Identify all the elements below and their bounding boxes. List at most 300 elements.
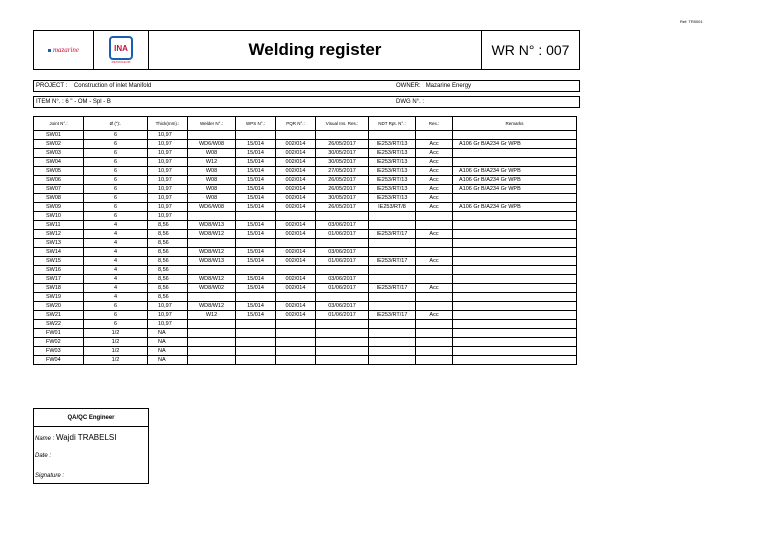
table-cell: IE253/RT/13 xyxy=(369,167,416,176)
table-cell xyxy=(369,266,416,275)
table-cell: 15/014 xyxy=(236,221,276,230)
table-cell: 10,97 xyxy=(148,176,188,185)
table-cell: W08 xyxy=(188,167,236,176)
table-cell xyxy=(453,293,577,302)
table-cell: Acc xyxy=(416,203,453,212)
table-cell xyxy=(316,338,369,347)
table-cell xyxy=(453,266,577,275)
table-cell xyxy=(316,266,369,275)
table-cell: WD6/W08 xyxy=(188,140,236,149)
table-cell: 15/014 xyxy=(236,275,276,284)
table-cell: WD8/W12 xyxy=(188,302,236,311)
table-cell xyxy=(453,131,577,140)
table-row xyxy=(34,194,577,203)
table-cell: Acc xyxy=(416,311,453,320)
table-row xyxy=(34,284,577,293)
table-cell: A106 Gr B/A234 Gr WPB xyxy=(453,185,577,194)
table-cell: 10,97 xyxy=(148,167,188,176)
table-cell: NA xyxy=(148,338,188,347)
table-cell: IE253/RT/13 xyxy=(369,140,416,149)
table-cell: 15/014 xyxy=(236,176,276,185)
table-cell xyxy=(188,356,236,365)
table-row xyxy=(34,275,577,284)
table-cell: 26/05/2017 xyxy=(316,140,369,149)
table-cell xyxy=(188,338,236,347)
table-cell: 26/05/2017 xyxy=(316,176,369,185)
table-row xyxy=(34,302,577,311)
table-cell xyxy=(453,347,577,356)
qa-signoff-box xyxy=(33,408,149,484)
column-header: NDT Rpt. N°.: xyxy=(369,117,416,131)
table-cell: 002/014 xyxy=(276,158,316,167)
table-cell: 002/014 xyxy=(276,311,316,320)
table-cell: 15/014 xyxy=(236,140,276,149)
table-cell: 8,56 xyxy=(148,266,188,275)
table-cell xyxy=(369,131,416,140)
table-cell: 6 xyxy=(84,131,148,140)
table-cell: SW19 xyxy=(34,293,84,302)
table-cell: Acc xyxy=(416,158,453,167)
project-field xyxy=(36,83,151,89)
table-cell xyxy=(416,338,453,347)
mazarine-logo-text: mazarine xyxy=(52,46,80,54)
column-header: Thick(mm).: xyxy=(148,117,188,131)
table-cell: 03/06/2017 xyxy=(316,275,369,284)
table-cell: 15/014 xyxy=(236,284,276,293)
table-row xyxy=(34,356,577,365)
table-body xyxy=(34,131,577,365)
table-cell: 01/06/2017 xyxy=(316,311,369,320)
table-cell: 10,97 xyxy=(148,203,188,212)
table-cell: 10,97 xyxy=(148,131,188,140)
table-cell: 30/05/2017 xyxy=(316,194,369,203)
table-cell: Acc xyxy=(416,185,453,194)
table-cell: 15/014 xyxy=(236,257,276,266)
table-cell xyxy=(276,356,316,365)
table-cell xyxy=(453,275,577,284)
table-cell xyxy=(416,266,453,275)
table-cell xyxy=(453,158,577,167)
table-cell: 002/014 xyxy=(276,203,316,212)
table-cell xyxy=(276,347,316,356)
table-cell: 4 xyxy=(84,239,148,248)
table-cell xyxy=(276,338,316,347)
table-cell: 10,97 xyxy=(148,194,188,203)
reference-code: Ref: TR0001 xyxy=(680,19,703,24)
table-cell: IE253/RT/8 xyxy=(369,203,416,212)
column-header: Res.: xyxy=(416,117,453,131)
table-cell: 15/014 xyxy=(236,185,276,194)
owner-field xyxy=(396,83,471,89)
table-cell: 002/014 xyxy=(276,167,316,176)
table-cell: 10,97 xyxy=(148,320,188,329)
table-cell: A106 Gr B/A234 Gr WPB xyxy=(453,167,577,176)
table-cell: NA xyxy=(148,347,188,356)
table-cell xyxy=(416,302,453,311)
table-cell: Acc xyxy=(416,167,453,176)
table-cell xyxy=(453,212,577,221)
table-cell: 1/2 xyxy=(84,356,148,365)
column-header: WPS N°.: xyxy=(236,117,276,131)
table-cell xyxy=(236,356,276,365)
table-cell xyxy=(188,212,236,221)
table-row xyxy=(34,248,577,257)
table-cell: 6 xyxy=(84,185,148,194)
table-cell: W12 xyxy=(188,311,236,320)
table-cell: 10,97 xyxy=(148,302,188,311)
table-row xyxy=(34,203,577,212)
table-row xyxy=(34,140,577,149)
table-cell: 6 xyxy=(84,320,148,329)
table-cell: 002/014 xyxy=(276,302,316,311)
table-cell: SW22 xyxy=(34,320,84,329)
table-cell: 6 xyxy=(84,140,148,149)
table-row xyxy=(34,266,577,275)
table-cell: WD6/W08 xyxy=(188,203,236,212)
table-cell: 4 xyxy=(84,248,148,257)
table-cell: NA xyxy=(148,329,188,338)
table-cell: SW18 xyxy=(34,284,84,293)
table-cell: SW15 xyxy=(34,257,84,266)
table-cell: IE253/RT/17 xyxy=(369,257,416,266)
table-cell xyxy=(316,212,369,221)
ina-logo-text: INA xyxy=(109,36,133,60)
table-cell xyxy=(188,329,236,338)
table-cell: SW02 xyxy=(34,140,84,149)
table-cell xyxy=(236,239,276,248)
table-cell: IE253/RT/13 xyxy=(369,149,416,158)
table-cell: W08 xyxy=(188,194,236,203)
table-cell: 002/014 xyxy=(276,194,316,203)
table-cell: 002/014 xyxy=(276,275,316,284)
table-cell: Acc xyxy=(416,140,453,149)
table-cell xyxy=(236,131,276,140)
register-number: WR N° : 007 xyxy=(491,42,570,58)
table-cell: 6 xyxy=(84,176,148,185)
table-cell: 002/014 xyxy=(276,149,316,158)
table-cell xyxy=(453,329,577,338)
table-cell: SW17 xyxy=(34,275,84,284)
table-cell: 01/06/2017 xyxy=(316,257,369,266)
table-cell: 10,97 xyxy=(148,212,188,221)
table-cell: SW04 xyxy=(34,158,84,167)
ina-logo-sub: PETROLEUM xyxy=(111,60,131,64)
table-cell: 8,56 xyxy=(148,230,188,239)
table-cell xyxy=(416,320,453,329)
table-cell: 15/014 xyxy=(236,158,276,167)
table-cell xyxy=(453,221,577,230)
qa-name-row xyxy=(35,433,116,442)
table-cell xyxy=(276,131,316,140)
table-cell: 30/05/2017 xyxy=(316,158,369,167)
table-cell xyxy=(236,212,276,221)
table-cell: SW09 xyxy=(34,203,84,212)
qa-name-label: Name : xyxy=(35,436,55,442)
project-label: PROJECT : xyxy=(36,83,68,89)
project-info-row xyxy=(33,80,580,92)
table-cell xyxy=(369,293,416,302)
column-header: Remarks xyxy=(453,117,577,131)
table-row xyxy=(34,257,577,266)
table-cell: 002/014 xyxy=(276,248,316,257)
table-cell: SW13 xyxy=(34,239,84,248)
column-header: Welder N°.: xyxy=(188,117,236,131)
table-cell: 8,56 xyxy=(148,221,188,230)
table-cell xyxy=(453,257,577,266)
table-cell: SW06 xyxy=(34,176,84,185)
table-cell: SW20 xyxy=(34,302,84,311)
table-row xyxy=(34,158,577,167)
table-cell: Acc xyxy=(416,176,453,185)
table-cell: FW03 xyxy=(34,347,84,356)
table-cell: W08 xyxy=(188,149,236,158)
table-cell: WD8/W12 xyxy=(188,248,236,257)
document-header xyxy=(33,30,580,70)
table-cell xyxy=(416,329,453,338)
table-cell: IE253/RT/13 xyxy=(369,158,416,167)
table-cell xyxy=(416,356,453,365)
table-row xyxy=(34,338,577,347)
table-cell: 03/06/2017 xyxy=(316,248,369,257)
table-cell: Acc xyxy=(416,149,453,158)
table-cell: FW01 xyxy=(34,329,84,338)
table-cell: 10,97 xyxy=(148,158,188,167)
table-cell xyxy=(188,293,236,302)
table-cell: 8,56 xyxy=(148,239,188,248)
table-cell: 15/014 xyxy=(236,194,276,203)
table-cell: 15/014 xyxy=(236,167,276,176)
table-cell xyxy=(236,266,276,275)
table-cell: 6 xyxy=(84,194,148,203)
table-row xyxy=(34,149,577,158)
table-cell: 01/06/2017 xyxy=(316,284,369,293)
table-cell: 002/014 xyxy=(276,185,316,194)
table-cell: 6 xyxy=(84,158,148,167)
table-cell xyxy=(188,266,236,275)
table-cell: 6 xyxy=(84,167,148,176)
table-cell: 4 xyxy=(84,284,148,293)
table-cell: 1/2 xyxy=(84,347,148,356)
table-cell xyxy=(316,356,369,365)
table-cell: 002/014 xyxy=(276,230,316,239)
table-cell: 002/014 xyxy=(276,257,316,266)
table-cell xyxy=(416,275,453,284)
table-cell xyxy=(416,221,453,230)
table-row xyxy=(34,131,577,140)
table-cell: 6 xyxy=(84,203,148,212)
table-cell: 4 xyxy=(84,293,148,302)
table-cell: 10,97 xyxy=(148,140,188,149)
table-cell: IE253/RT/17 xyxy=(369,230,416,239)
table-cell: WD8/W12 xyxy=(188,275,236,284)
table-cell: 15/014 xyxy=(236,203,276,212)
table-cell xyxy=(276,320,316,329)
table-cell: Acc xyxy=(416,284,453,293)
table-cell xyxy=(316,131,369,140)
table-row xyxy=(34,167,577,176)
table-cell: 15/014 xyxy=(236,248,276,257)
table-cell xyxy=(369,320,416,329)
table-cell: 002/014 xyxy=(276,176,316,185)
table-cell: WD8/W13 xyxy=(188,221,236,230)
table-cell: 1/2 xyxy=(84,338,148,347)
table-cell xyxy=(453,311,577,320)
table-cell: W08 xyxy=(188,176,236,185)
table-cell: 1/2 xyxy=(84,329,148,338)
table-cell: SW07 xyxy=(34,185,84,194)
table-cell: SW10 xyxy=(34,212,84,221)
table-cell: IE253/RT/17 xyxy=(369,311,416,320)
table-row xyxy=(34,185,577,194)
table-cell: SW21 xyxy=(34,311,84,320)
table-cell: 4 xyxy=(84,230,148,239)
table-cell: A106 Gr B/A234 Gr WPB xyxy=(453,203,577,212)
table-cell: 8,56 xyxy=(148,248,188,257)
table-cell: 8,56 xyxy=(148,284,188,293)
table-cell xyxy=(416,293,453,302)
table-row xyxy=(34,293,577,302)
table-cell xyxy=(236,293,276,302)
table-cell xyxy=(369,212,416,221)
table-row xyxy=(34,176,577,185)
table-cell xyxy=(316,329,369,338)
table-cell: 6 xyxy=(84,212,148,221)
table-cell xyxy=(453,194,577,203)
table-cell: 002/014 xyxy=(276,221,316,230)
dwg-label: DWG N°. : xyxy=(396,99,425,105)
table-cell xyxy=(276,293,316,302)
table-cell: 03/06/2017 xyxy=(316,221,369,230)
table-cell: SW14 xyxy=(34,248,84,257)
table-cell: 6 xyxy=(84,149,148,158)
table-cell xyxy=(453,149,577,158)
table-cell xyxy=(236,329,276,338)
table-cell xyxy=(416,248,453,257)
table-cell xyxy=(416,131,453,140)
table-cell: 10,97 xyxy=(148,311,188,320)
table-cell: 4 xyxy=(84,266,148,275)
table-cell: 01/06/2017 xyxy=(316,230,369,239)
table-row xyxy=(34,221,577,230)
table-cell xyxy=(316,320,369,329)
owner-value: Mazarine Energy xyxy=(425,83,472,89)
table-cell: SW03 xyxy=(34,149,84,158)
table-cell: SW12 xyxy=(34,230,84,239)
table-cell xyxy=(453,230,577,239)
table-cell xyxy=(416,212,453,221)
table-cell: 15/014 xyxy=(236,230,276,239)
document-title: Welding register xyxy=(149,31,482,69)
table-cell xyxy=(188,131,236,140)
column-header: PQR N°.: xyxy=(276,117,316,131)
table-cell xyxy=(369,248,416,257)
table-cell xyxy=(369,221,416,230)
table-cell: W08 xyxy=(188,185,236,194)
table-cell xyxy=(453,302,577,311)
table-cell xyxy=(369,329,416,338)
mazarine-logo xyxy=(34,31,94,69)
table-cell: SW05 xyxy=(34,167,84,176)
table-cell: 4 xyxy=(84,257,148,266)
table-cell xyxy=(276,212,316,221)
table-cell: SW16 xyxy=(34,266,84,275)
table-cell xyxy=(236,338,276,347)
table-cell xyxy=(188,347,236,356)
table-cell: FW04 xyxy=(34,356,84,365)
table-cell xyxy=(453,284,577,293)
table-cell xyxy=(453,248,577,257)
table-cell: 4 xyxy=(84,275,148,284)
table-cell xyxy=(316,293,369,302)
table-row xyxy=(34,329,577,338)
table-cell: SW11 xyxy=(34,221,84,230)
table-cell xyxy=(453,239,577,248)
table-cell: 8,56 xyxy=(148,275,188,284)
item-label: ITEM N°. : 6 " - OM - Spl - B xyxy=(36,99,111,105)
table-header-row xyxy=(34,117,577,131)
table-cell xyxy=(188,239,236,248)
owner-label: OWNER: xyxy=(396,83,421,89)
table-cell xyxy=(369,302,416,311)
table-cell: 03/06/2017 xyxy=(316,302,369,311)
table-cell xyxy=(236,320,276,329)
table-cell: 8,56 xyxy=(148,257,188,266)
table-cell: 15/014 xyxy=(236,149,276,158)
table-cell: IE253/RT/13 xyxy=(369,185,416,194)
project-value: Construction of inlet Manifold xyxy=(73,83,152,89)
logo-mark-icon xyxy=(48,49,51,52)
table-cell: 4 xyxy=(84,221,148,230)
qa-name-value: Wajdi TRABELSI xyxy=(56,433,117,442)
table-cell: 30/05/2017 xyxy=(316,149,369,158)
table-cell xyxy=(453,338,577,347)
table-cell xyxy=(236,347,276,356)
table-cell: NA xyxy=(148,356,188,365)
table-cell xyxy=(369,275,416,284)
table-cell: 002/014 xyxy=(276,284,316,293)
table-cell: A106 Gr B/A234 Gr WPB xyxy=(453,176,577,185)
table-cell: 15/014 xyxy=(236,302,276,311)
table-cell: Acc xyxy=(416,194,453,203)
table-cell: W12 xyxy=(188,158,236,167)
table-cell xyxy=(453,320,577,329)
table-cell xyxy=(276,266,316,275)
table-cell xyxy=(316,347,369,356)
table-cell xyxy=(416,347,453,356)
table-cell: 15/014 xyxy=(236,311,276,320)
table-cell: 8,56 xyxy=(148,293,188,302)
table-cell: A106 Gr B/A234 Gr WPB xyxy=(453,140,577,149)
table-cell xyxy=(276,239,316,248)
table-row xyxy=(34,212,577,221)
qa-title: QA/QC Engineer xyxy=(34,409,148,427)
table-cell: 26/05/2017 xyxy=(316,203,369,212)
table-cell: IE253/RT/13 xyxy=(369,194,416,203)
table-cell xyxy=(276,329,316,338)
table-cell: 002/014 xyxy=(276,140,316,149)
table-cell xyxy=(316,239,369,248)
table-row xyxy=(34,311,577,320)
ina-logo xyxy=(94,31,149,69)
table-cell: IE253/RT/13 xyxy=(369,176,416,185)
table-cell xyxy=(416,239,453,248)
table-cell: Acc xyxy=(416,230,453,239)
table-cell: FW02 xyxy=(34,338,84,347)
column-header: Ø ("):. xyxy=(84,117,148,131)
table-cell: IE253/RT/17 xyxy=(369,284,416,293)
item-info-row xyxy=(33,96,580,108)
table-cell xyxy=(369,347,416,356)
